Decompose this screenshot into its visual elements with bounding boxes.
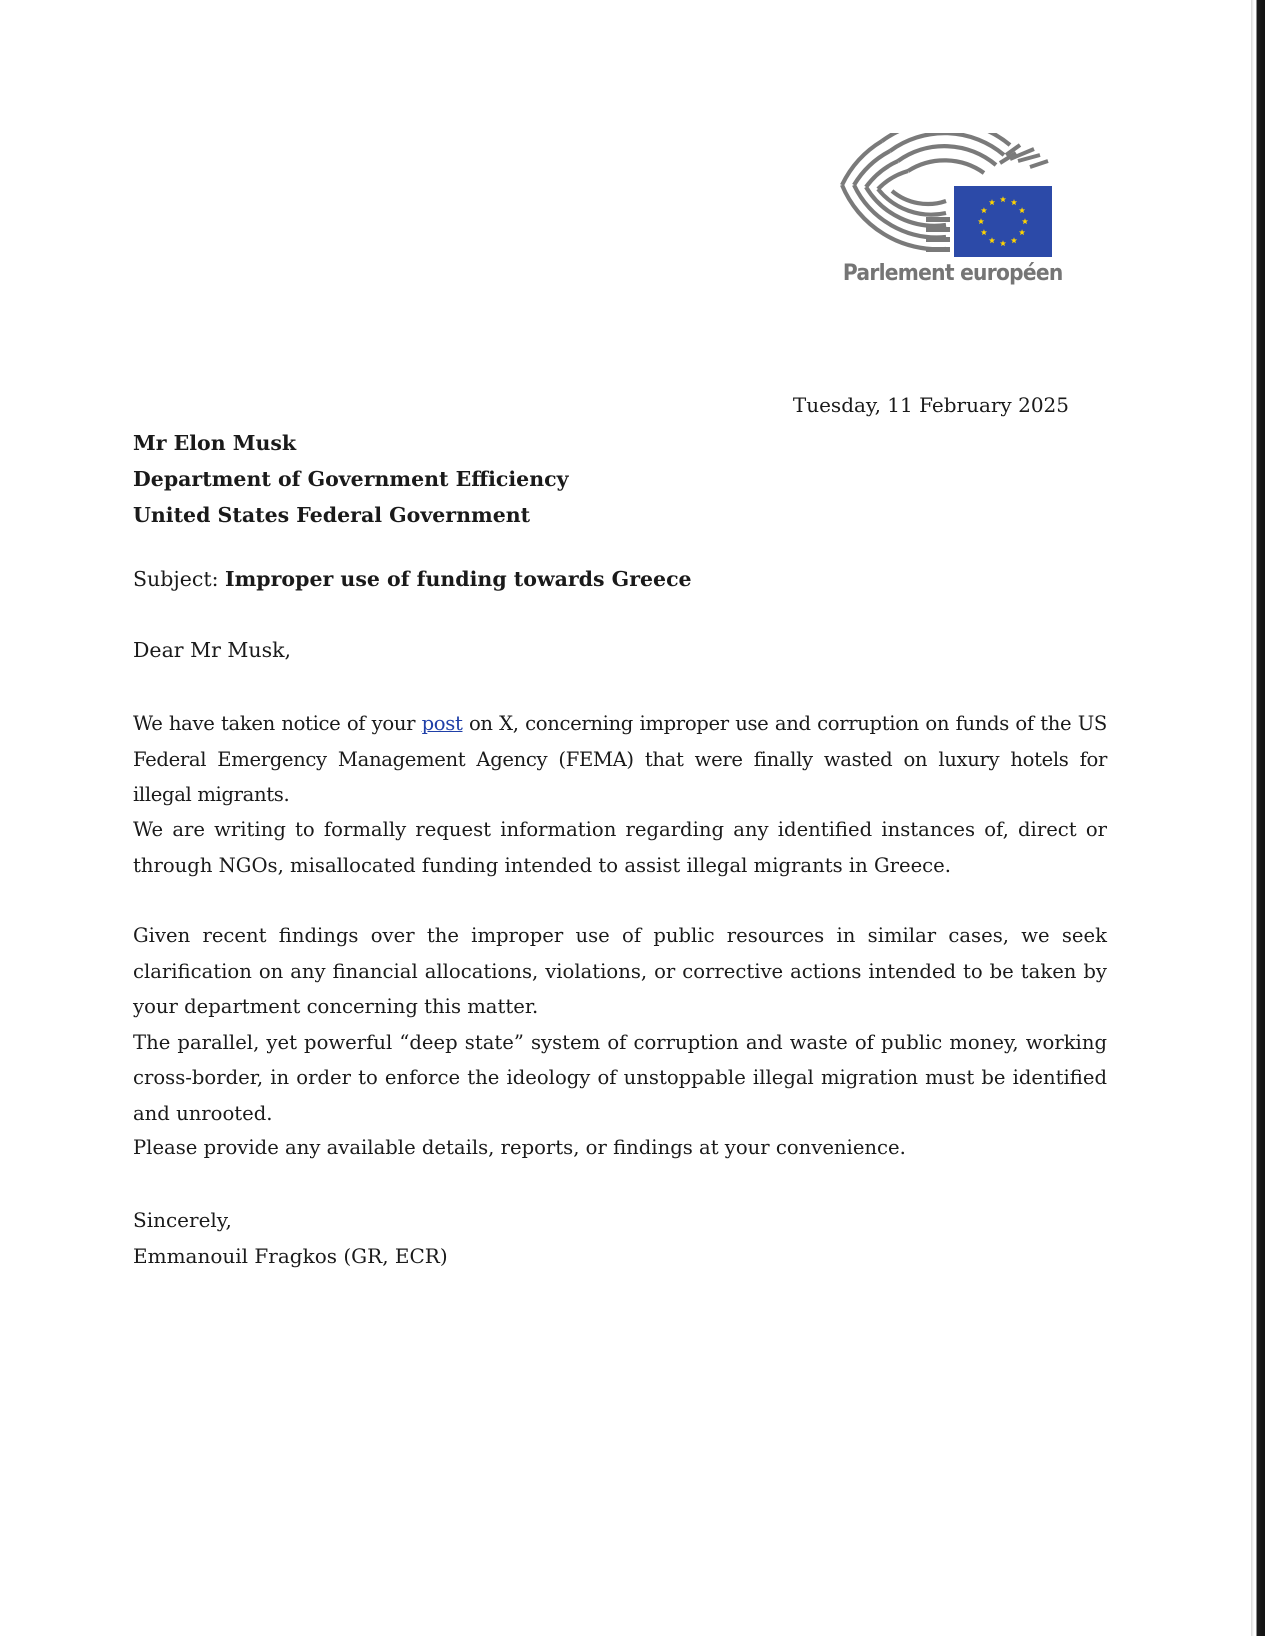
- paragraph-3a: Given recent findings over the improper use of public resources in similar cases, we seek clarification on any financial allocations, violations, or corrective actions intended to be taken by your department concerning this matter.: [133, 924, 1107, 1018]
- page-edge-border: [1251, 0, 1265, 1636]
- paragraph-2: We are writing to formally request information regarding any identified instances of, direct or through NGOs, misallocated funding intended to assist illegal migrants in Greece.: [133, 818, 1107, 877]
- paragraph-4: Please provide any available details, reports, or findings at your convenience.: [133, 1136, 906, 1159]
- post-link[interactable]: post: [421, 712, 463, 735]
- paragraph-3b: The parallel, yet powerful “deep state” system of corruption and waste of public money, working cross-border, in order to enforce the ideology of unstoppable illegal migration must be identified and unrooted.: [133, 1030, 1107, 1125]
- closing-block: [133, 1202, 448, 1274]
- recipient-department: Department of Government Efficiency: [133, 467, 569, 491]
- salutation: Dear Mr Musk,: [133, 638, 292, 662]
- recipient-organization: United States Federal Government: [133, 503, 531, 527]
- subject-text: Improper use of funding towards Greece: [225, 567, 692, 591]
- paragraph-3: [133, 918, 1107, 1131]
- letter-date: Tuesday, 11 February 2025: [792, 393, 1069, 417]
- recipient-block: [133, 425, 569, 533]
- paragraph-1-before-link: We have taken notice of your: [133, 712, 422, 735]
- closing: Sincerely,: [133, 1208, 232, 1232]
- european-parliament-logo: [834, 133, 1063, 293]
- subject-line: [133, 567, 692, 591]
- european-parliament-hemicycle-eu-flag-icon: [834, 133, 1056, 259]
- signature: Emmanouil Fragkos (GR, ECR): [133, 1244, 448, 1268]
- subject-label: Subject:: [133, 567, 219, 591]
- paragraph-1: [133, 706, 1107, 813]
- recipient-name: Mr Elon Musk: [133, 431, 297, 455]
- logo-text: Parlement européen: [842, 261, 1063, 286]
- paragraph-1-after-link: on X, concerning improper use and corruption on funds of the US Federal Emergency Management Agency (FEMA) that were finally wasted on luxury hotels for illegal migrants.: [133, 712, 1107, 806]
